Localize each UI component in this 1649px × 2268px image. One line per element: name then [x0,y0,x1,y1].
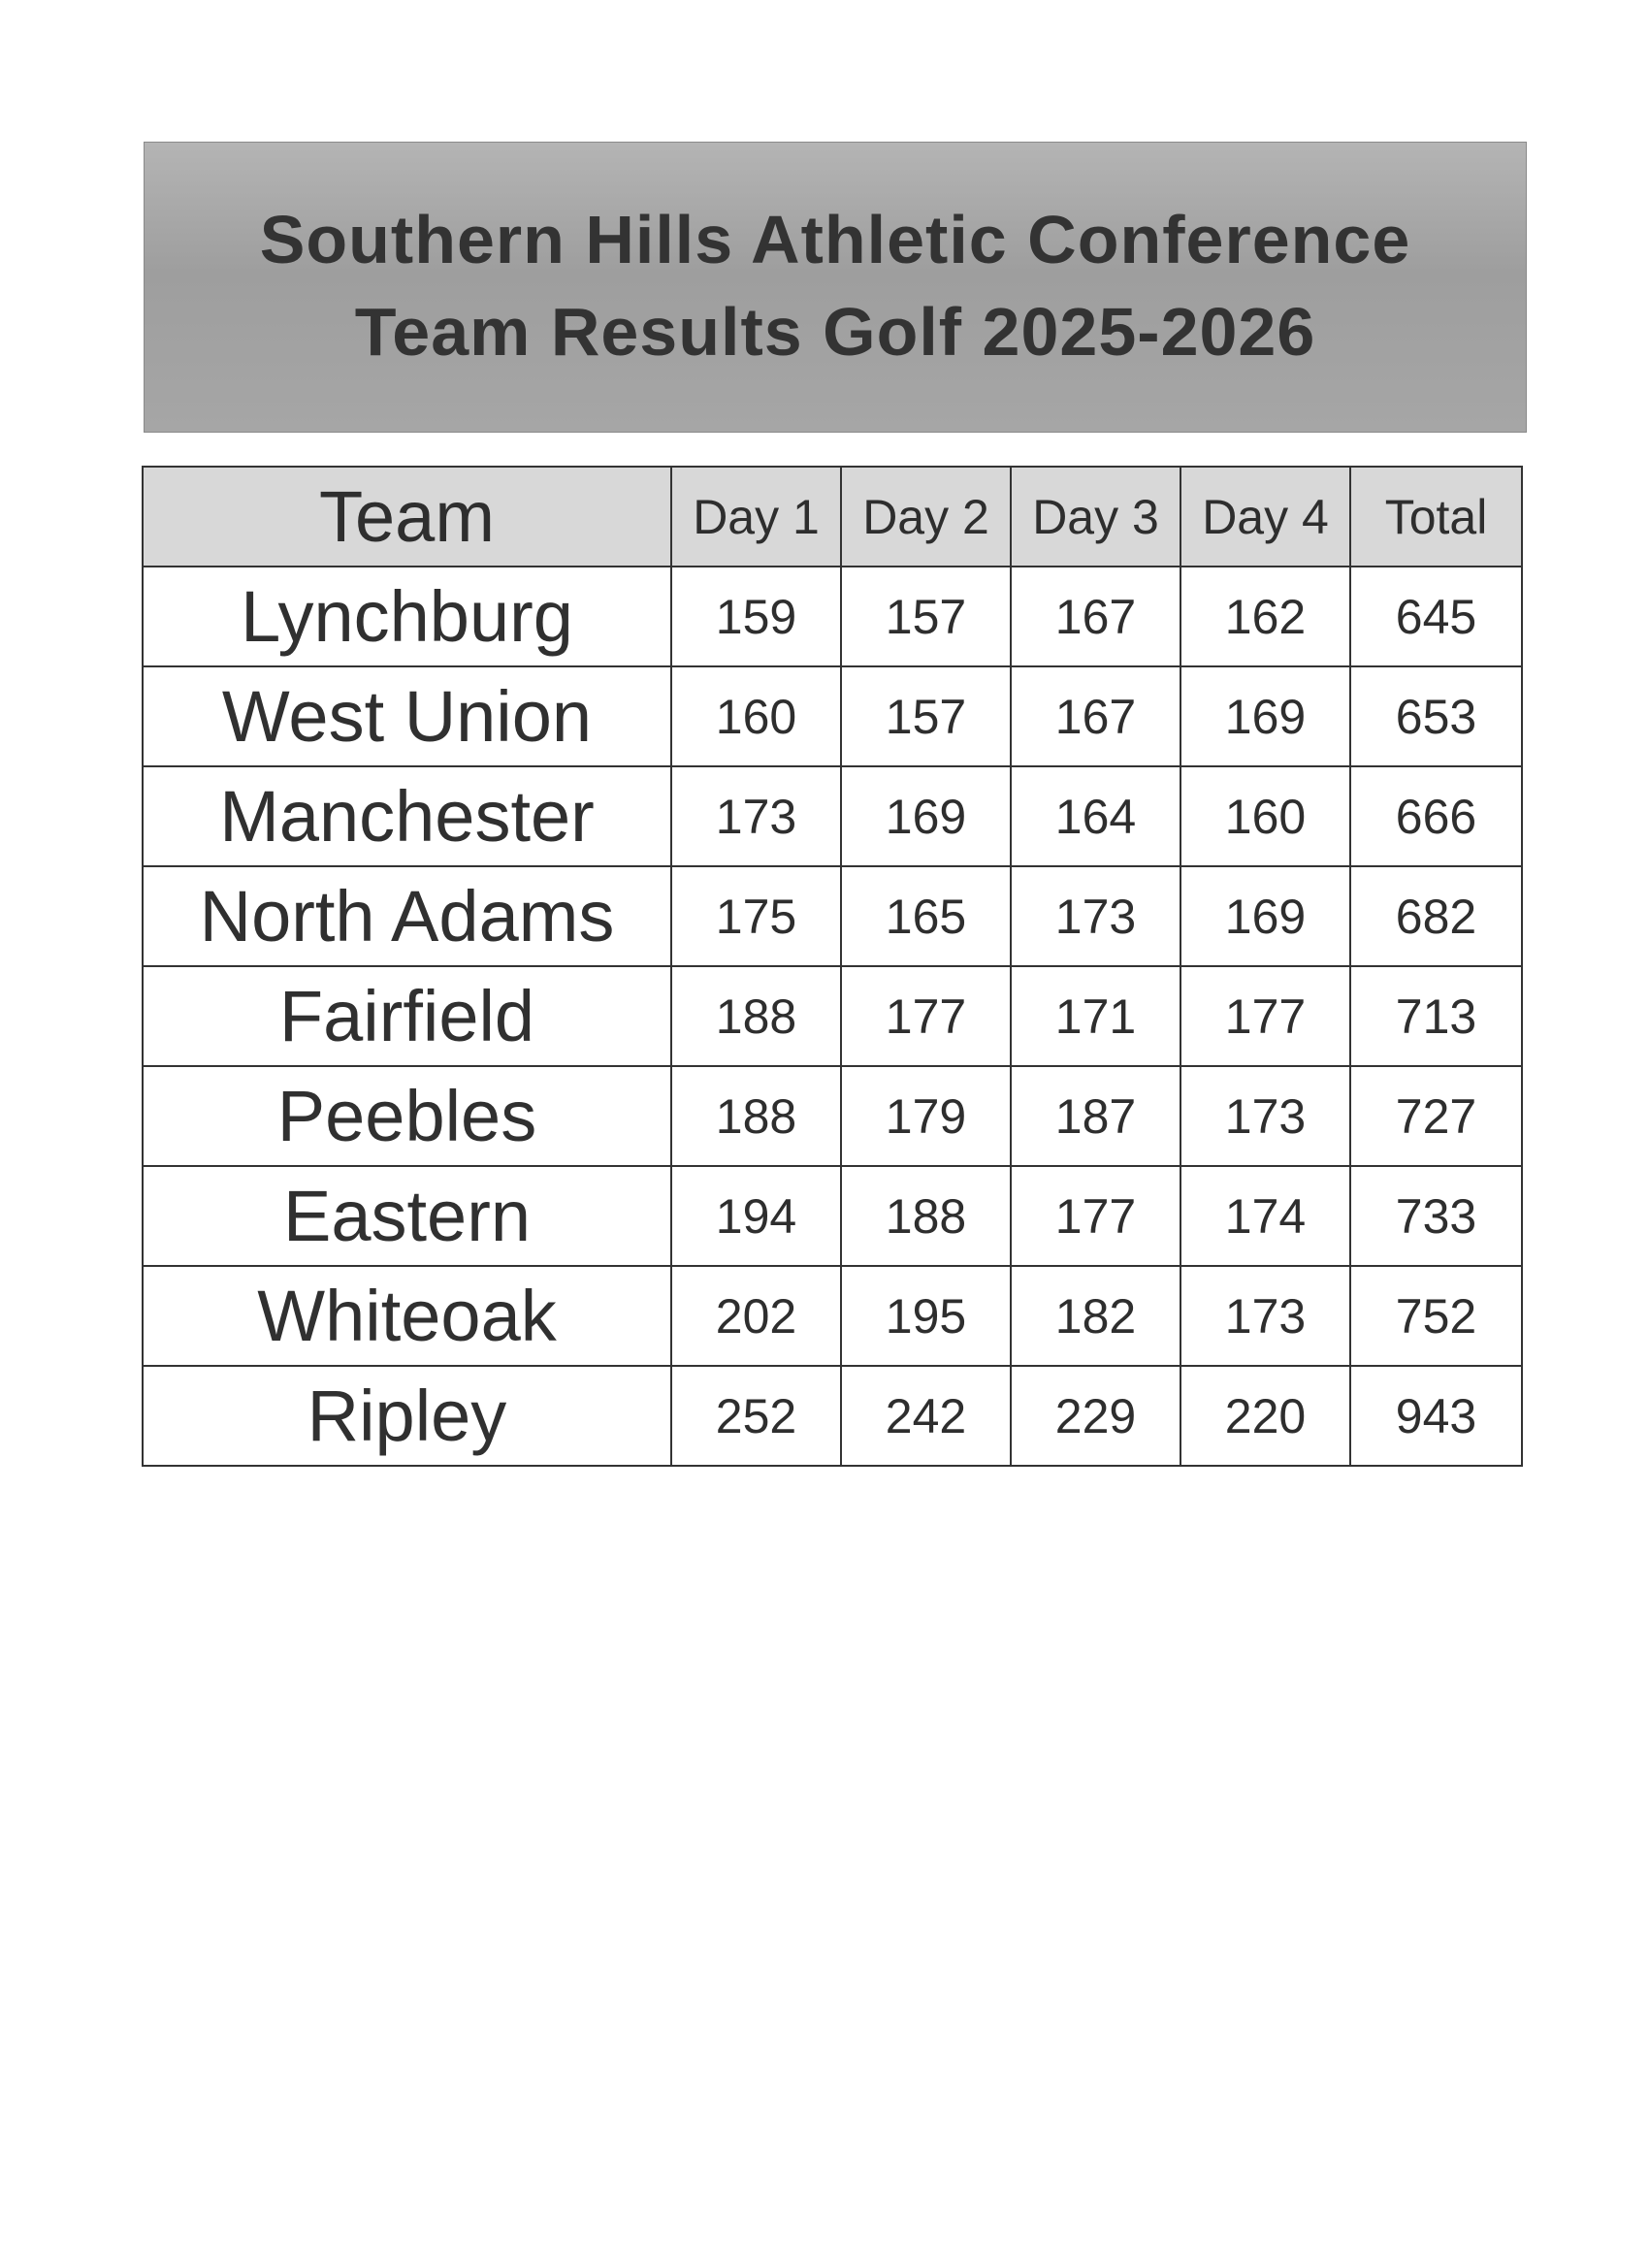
day-2-score: 188 [841,1166,1011,1266]
day-2-score: 179 [841,1066,1011,1166]
total-score: 727 [1350,1066,1522,1166]
day-4-score: 160 [1180,766,1350,866]
table-row [143,1266,1522,1366]
day-4-score: 169 [1180,666,1350,766]
day-2-score: 195 [841,1266,1011,1366]
team-name-cell: North Adams [143,866,671,966]
day-3-score: 167 [1011,567,1180,666]
table-row [143,567,1522,666]
day-1-score: 188 [671,966,841,1066]
day-4-score: 169 [1180,866,1350,966]
total-score: 713 [1350,966,1522,1066]
day-1-score: 175 [671,866,841,966]
day-1-score: 194 [671,1166,841,1266]
day-3-score: 173 [1011,866,1180,966]
total-score: 752 [1350,1266,1522,1366]
day-2-score: 157 [841,567,1011,666]
day-2-score: 165 [841,866,1011,966]
total-score: 733 [1350,1166,1522,1266]
day-4-score: 162 [1180,567,1350,666]
page-subtitle: Team Results Golf 2025-2026 [354,294,1316,370]
team-name-cell: Eastern [143,1166,671,1266]
day-3-score: 187 [1011,1066,1180,1166]
column-header-total: Total [1350,467,1522,567]
day-3-score: 167 [1011,666,1180,766]
day-2-score: 242 [841,1366,1011,1466]
day-4-score: 174 [1180,1166,1350,1266]
day-2-score: 169 [841,766,1011,866]
team-name-cell: Whiteoak [143,1266,671,1366]
day-4-score: 173 [1180,1066,1350,1166]
day-3-score: 229 [1011,1366,1180,1466]
team-name-cell: Fairfield [143,966,671,1066]
total-score: 943 [1350,1366,1522,1466]
team-name-cell: Manchester [143,766,671,866]
title-banner [144,142,1527,433]
page-title: Southern Hills Athletic Conference [259,202,1411,277]
table-row [143,1366,1522,1466]
column-header-day-4: Day 4 [1180,467,1350,567]
table-row [143,866,1522,966]
day-3-score: 164 [1011,766,1180,866]
day-3-score: 182 [1011,1266,1180,1366]
table-row [143,666,1522,766]
day-1-score: 188 [671,1066,841,1166]
table-row [143,966,1522,1066]
team-name-cell: Lynchburg [143,567,671,666]
day-4-score: 220 [1180,1366,1350,1466]
day-1-score: 252 [671,1366,841,1466]
table-row [143,1066,1522,1166]
total-score: 645 [1350,567,1522,666]
day-1-score: 202 [671,1266,841,1366]
day-3-score: 171 [1011,966,1180,1066]
day-4-score: 177 [1180,966,1350,1066]
day-2-score: 157 [841,666,1011,766]
team-name-cell: Peebles [143,1066,671,1166]
table-header-row [143,467,1522,567]
team-name-cell: West Union [143,666,671,766]
table-row [143,1166,1522,1266]
total-score: 666 [1350,766,1522,866]
day-1-score: 159 [671,567,841,666]
team-name-cell: Ripley [143,1366,671,1466]
total-score: 653 [1350,666,1522,766]
column-header-day-3: Day 3 [1011,467,1180,567]
day-2-score: 177 [841,966,1011,1066]
day-1-score: 160 [671,666,841,766]
day-4-score: 173 [1180,1266,1350,1366]
total-score: 682 [1350,866,1522,966]
results-table [142,466,1523,1467]
column-header-team: Team [143,467,671,567]
day-1-score: 173 [671,766,841,866]
column-header-day-2: Day 2 [841,467,1011,567]
column-header-day-1: Day 1 [671,467,841,567]
day-3-score: 177 [1011,1166,1180,1266]
table-row [143,766,1522,866]
